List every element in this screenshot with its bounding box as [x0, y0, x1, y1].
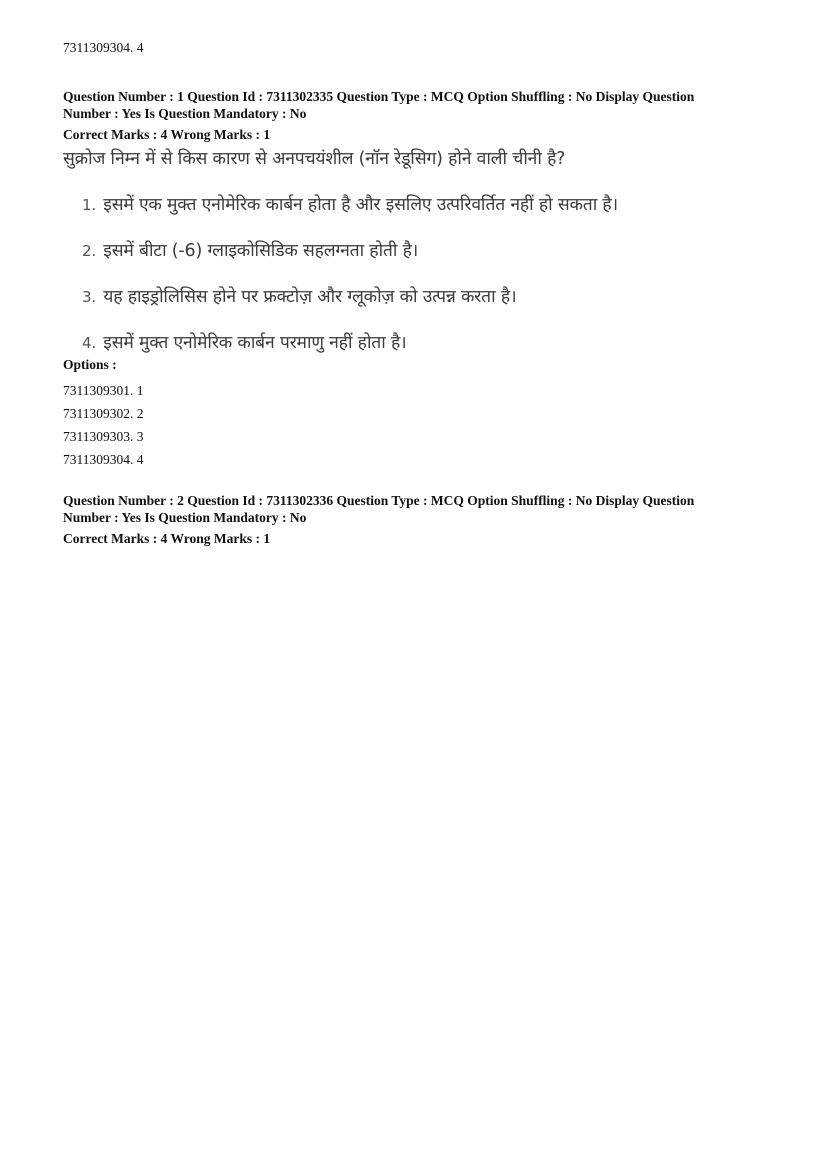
option-id-4: 7311309304. 4: [63, 452, 144, 467]
previous-option-id: 7311309304. 4: [63, 40, 144, 55]
question-1-marks: Correct Marks : 4 Wrong Marks : 1: [63, 127, 271, 142]
question-1-choice-1: [82, 192, 618, 216]
choice-number: 4.: [82, 334, 96, 352]
question-1-choice-3: [82, 284, 516, 308]
question-2-meta-line-1: Question Number : 2 Question Id : 7311302336 Question Type : MCQ Option Shuffling : No Display Question: [63, 493, 695, 508]
option-id-3: 7311309303. 3: [63, 429, 144, 444]
question-2-marks: Correct Marks : 4 Wrong Marks : 1: [63, 531, 271, 546]
option-id-2: 7311309302. 2: [63, 406, 144, 421]
choice-number: 3.: [82, 288, 96, 306]
choice-number: 2.: [82, 242, 96, 260]
question-2-header: [63, 492, 763, 547]
options-label: Options :: [63, 357, 117, 372]
question-1-meta-line-2: Number : Yes Is Question Mandatory : No: [63, 106, 307, 121]
question-1-options: [63, 357, 144, 471]
question-1-stem: सुक्रोज निम्न में से किस कारण से अनपचयंशील (नॉन रेडूसिग) होने वाली चीनी है?: [63, 149, 566, 169]
question-1-choice-4: [82, 330, 406, 354]
choice-text: यह हाइड्रोलिसिस होने पर फ्रक्टोज़ और ग्लूकोज़ को उत्पन्न करता है।: [103, 287, 517, 307]
question-1-meta-line-1: Question Number : 1 Question Id : 7311302335 Question Type : MCQ Option Shuffling : No Display Question: [63, 89, 695, 104]
choice-number: 1.: [82, 196, 96, 214]
question-1-choice-2: [82, 238, 418, 262]
choice-text: इसमें मुक्त एनोमेरिक कार्बन परमाणु नहीं होता है।: [103, 333, 407, 353]
question-1-header: [63, 88, 763, 143]
question-1-body: [63, 146, 703, 354]
question-2-meta-line-2: Number : Yes Is Question Mandatory : No: [63, 510, 307, 525]
option-id-1: 7311309301. 1: [63, 383, 144, 398]
choice-text: इसमें एक मुक्त एनोमेरिक कार्बन होता है और इसलिए उत्परिवर्तित नहीं हो सकता है।: [103, 195, 618, 215]
choice-text: इसमें बीटा (-6) ग्लाइकोसिडिक सहलग्नता होती है।: [103, 241, 419, 261]
